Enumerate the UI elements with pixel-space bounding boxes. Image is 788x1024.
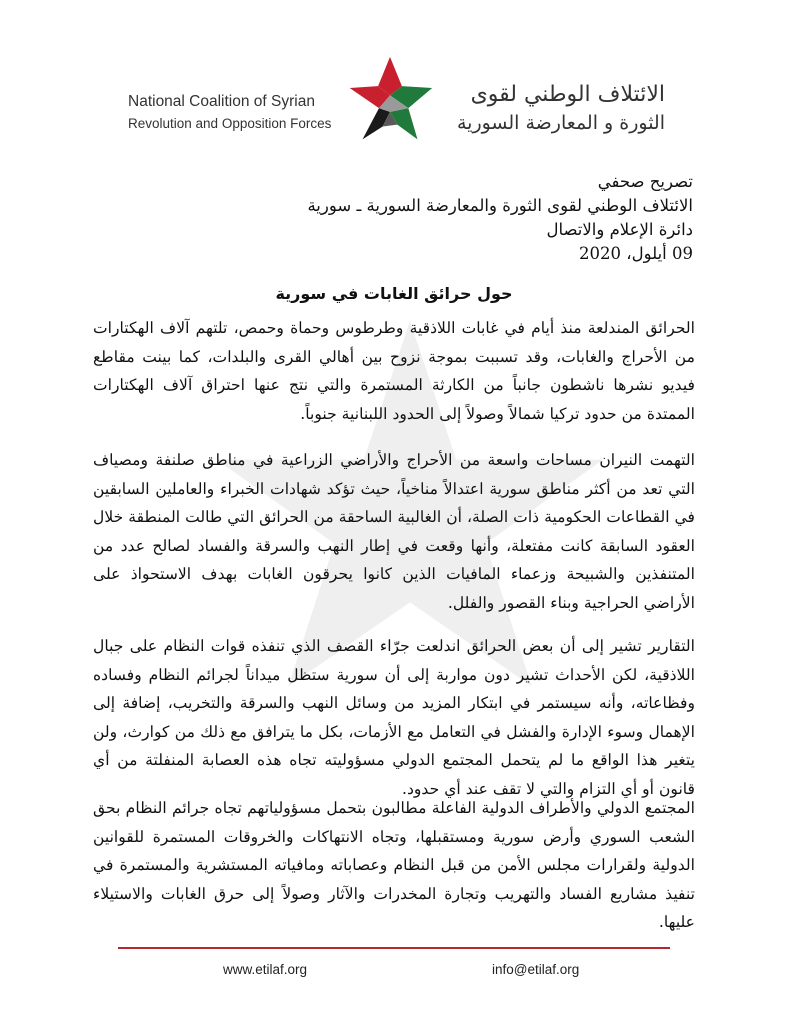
english-name-line2: Revolution and Opposition Forces (128, 116, 332, 131)
letterhead (0, 55, 788, 145)
english-organization-name (128, 91, 331, 135)
footer-rule (118, 947, 670, 949)
issuer: الائتلاف الوطني لقوى الثورة والمعارضة السورية ـ سورية (307, 196, 693, 215)
department: دائرة الإعلام والاتصال (546, 220, 693, 239)
english-name-line1: National Coalition of Syrian (128, 93, 315, 110)
arabic-name-line2: الثورة و المعارضة السورية (456, 112, 665, 134)
footer-website-link[interactable]: www.etilaf.org (223, 962, 308, 977)
footer-email-link[interactable]: info@etilaf.org (492, 962, 580, 977)
document-title: حول حرائق الغابات في سورية (275, 284, 513, 303)
paragraph-3: التقارير تشير إلى أن بعض الحرائق اندلعت جرّاء القصف الذي تنفذه قوات النظام على جبال اللاذقية، لكن الأحداث تشير دون مواربة إلى أن سورية ستظل ميداناً لجرائم النظام وفساده وفظاعاته، وأنه سيستمر في ابتكار المزيد من وسائل النهب والسرقة والتخريب، إضافة إلى الإهمال وسوء الإدارة والفشل في التعامل مع الأزمات، بكل ما يترافق مع ذلك من كوارث، ولن يتغير هذا الواقع ما لم يتحمل المجتمع الدولي مسؤوليته تجاه هذه العصابة المنفلتة من أي قانون أو أي التزام والتي لا تقف عند أي حدود. (93, 637, 695, 798)
paragraph-4: المجتمع الدولي والأطراف الدولية الفاعلة مطالبون بتحمل مسؤولياتهم تجاه جرائم النظام بحق الشعب السوري وأرض سورية ومستقبلها، وتجاه الانتهاكات والخروقات المستمرة للقوانين الدولية ولقرارات مجلس الأمن من قبل النظام وعصاباته ومافياته المستشرية والمستمرة في تنفيذ مشاريع الفساد والتهريب وتجارة المخدرات والآثار وصولاً إلى حرق الغابات والاستيلاء عليها. (93, 799, 695, 931)
statement-meta (93, 170, 693, 266)
paragraph-2: التهمت النيران مساحات واسعة من الأحراج والأراضي الزراعية في مناطق صلنفة ومصياف التي تعد من أكثر مناطق سورية اعتدالاً مناخياً، حيث تؤكد شهادات الخبراء والعاملين السابقين في القطاعات الحكومية ذات الصلة، أن الغالبية الساحقة من الحرائق التي طالت المنطقة خلال العقود السابقة كانت مفتعلة، وأنها وقعت في إطار النهب والسرقة والفساد لصالح عدد من المتنفذين والشبيحة وزعماء المافيات الذين كانوا يحرقون الغابات بهدف الاستحواذ على الأراضي الحراجية وبناء القصور والفلل. (93, 451, 695, 612)
statement-type: تصريح صحفي (597, 172, 693, 191)
statement-date: 09 أيلول، 2020 (579, 244, 693, 263)
coalition-star-logo-icon (344, 55, 436, 143)
paragraph-1: الحرائق المندلعة منذ أيام في غابات اللاذقية وطرطوس وحماة وحمص، تلتهم آلاف الهكتارات من الأحراج والغابات، وقد تسببت بموجة نزوح بين أهالي القرى والبلدات، كما بينت مقاطع فيديو نشرها ناشطون جانباً من الكارثة المستمرة والتي نتج عنها احتراق آلاف الهكتارات الممتدة من حدود تركيا شمالاً وصولاً إلى الحدود اللبنانية جنوباً. (93, 319, 695, 423)
arabic-organization-name (445, 81, 665, 137)
arabic-name-line1: الائتلاف الوطني لقوى (470, 82, 665, 107)
